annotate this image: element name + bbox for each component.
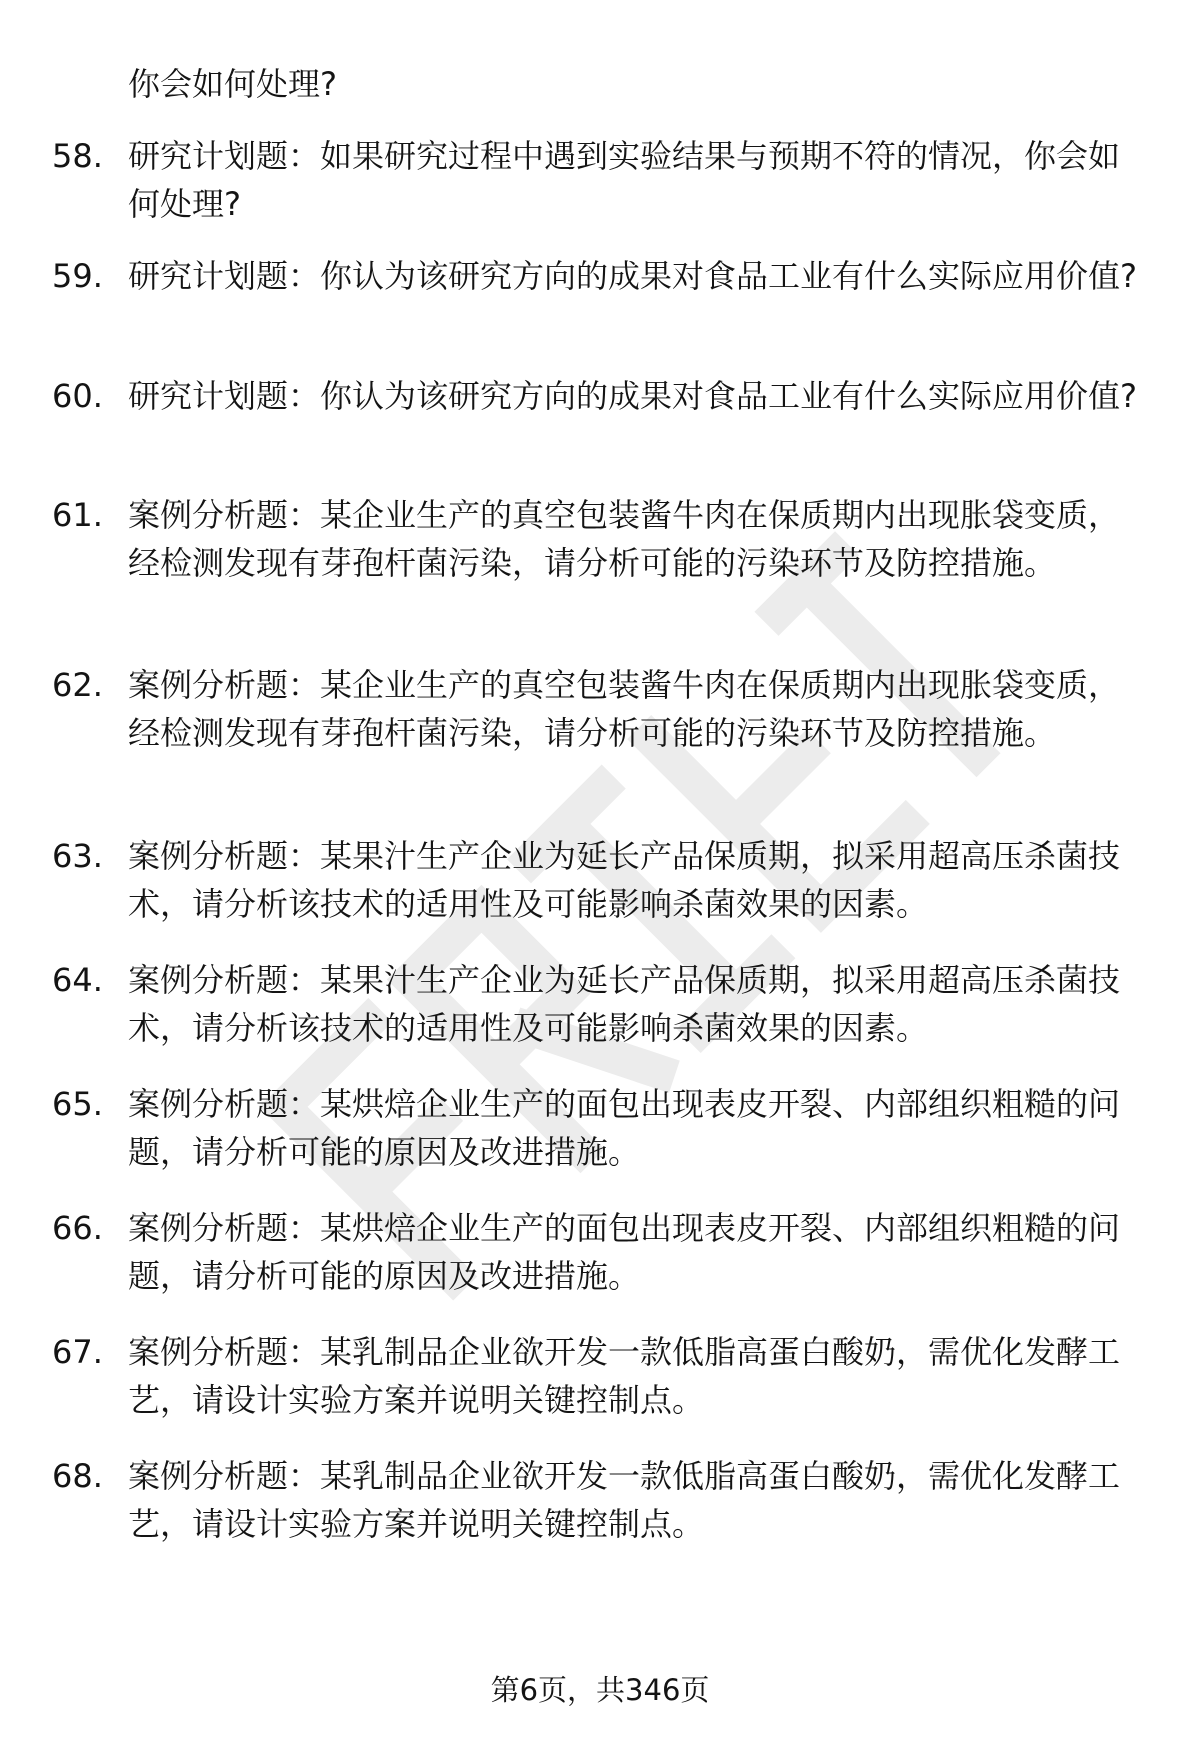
continuation-text: 你会如何处理?	[128, 65, 337, 103]
question-number: 59.	[52, 257, 103, 295]
question-text: 研究计划题：你认为该研究方向的成果对食品工业有什么实际应用价值?	[128, 377, 1137, 415]
question-text: 案例分析题：某果汁生产企业为延长产品保质期，拟采用超高压杀菌技术，请分析该技术的适用性及可能影响杀菌效果的因素。	[128, 961, 1121, 1047]
question-number: 66.	[52, 1209, 103, 1247]
question-number: 58.	[52, 137, 103, 175]
question-number: 63.	[52, 837, 103, 875]
question-text: 案例分析题：某烘焙企业生产的面包出现表皮开裂、内部组织粗糙的问题，请分析可能的原因及改进措施。	[128, 1085, 1121, 1171]
question-text: 案例分析题：某烘焙企业生产的面包出现表皮开裂、内部组织粗糙的问题，请分析可能的原因及改进措施。	[128, 1209, 1121, 1295]
question-number: 62.	[52, 666, 103, 704]
question-number: 61.	[52, 496, 103, 534]
question-number: 65.	[52, 1085, 103, 1123]
question-number: 68.	[52, 1457, 103, 1495]
page-footer: 第6页，共346页	[490, 1673, 710, 1707]
question-text: 案例分析题：某乳制品企业欲开发一款低脂高蛋白酸奶，需优化发酵工艺，请设计实验方案并说明关键控制点。	[128, 1457, 1121, 1543]
question-number: 64.	[52, 961, 103, 999]
question-number: 67.	[52, 1333, 103, 1371]
question-text: 案例分析题：某乳制品企业欲开发一款低脂高蛋白酸奶，需优化发酵工艺，请设计实验方案并说明关键控制点。	[128, 1333, 1121, 1419]
question-text: 案例分析题：某企业生产的真空包装酱牛肉在保质期内出现胀袋变质，经检测发现有芽孢杆菌污染，请分析可能的污染环节及防控措施。	[128, 666, 1121, 752]
question-text: 研究计划题：如果研究过程中遇到实验结果与预期不符的情况，你会如何处理?	[128, 137, 1121, 223]
question-text: 研究计划题：你认为该研究方向的成果对食品工业有什么实际应用价值?	[128, 257, 1137, 295]
question-number: 60.	[52, 377, 103, 415]
question-text: 案例分析题：某企业生产的真空包装酱牛肉在保质期内出现胀袋变质，经检测发现有芽孢杆菌污染，请分析可能的污染环节及防控措施。	[128, 496, 1121, 582]
question-text: 案例分析题：某果汁生产企业为延长产品保质期，拟采用超高压杀菌技术，请分析该技术的适用性及可能影响杀菌效果的因素。	[128, 837, 1121, 923]
